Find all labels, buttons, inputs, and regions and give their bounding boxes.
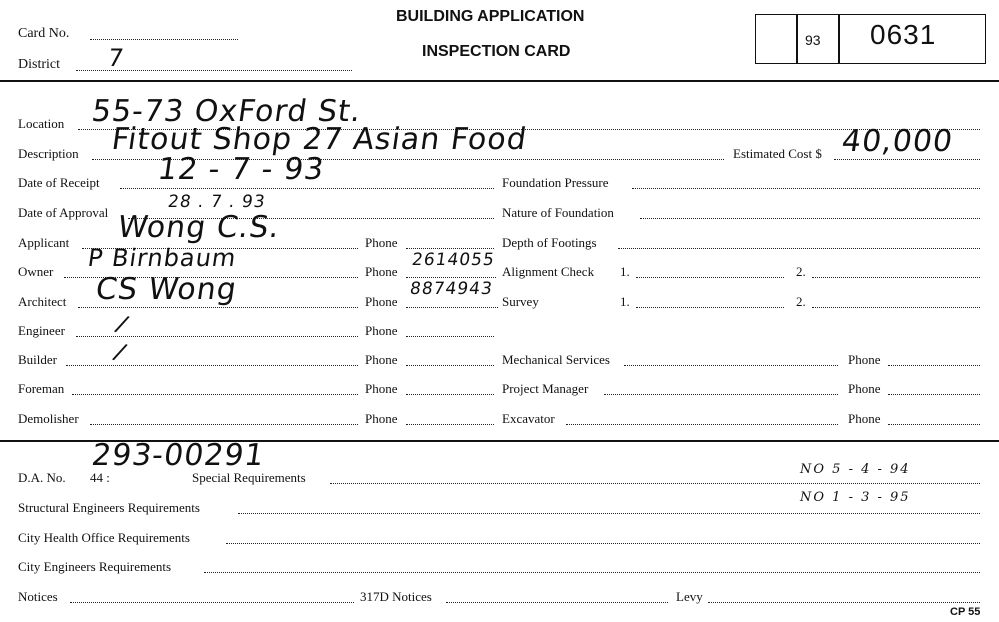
owner-phone-label: Phone: [365, 264, 398, 279]
foundation-pressure-label: Foundation Pressure: [502, 175, 609, 190]
survey-1-field[interactable]: [636, 307, 784, 308]
depth-footings-label: Depth of Footings: [502, 235, 597, 250]
notices-317d-label: 317D Notices: [360, 589, 432, 604]
levy-label: Levy: [676, 589, 703, 604]
builder-value: /: [110, 337, 131, 367]
structural-engineers-label: Structural Engineers Requirements: [18, 500, 200, 515]
demolisher-phone-field[interactable]: [406, 424, 494, 425]
excavator-phone-field[interactable]: [888, 424, 980, 425]
project-manager-label: Project Manager: [502, 381, 589, 396]
excavator-phone-label: Phone: [848, 411, 881, 426]
description-label: Description: [18, 146, 79, 161]
special-requirements-label: Special Requirements: [192, 470, 306, 485]
architect-phone-value: 8874943: [408, 279, 495, 299]
date-approval-label: Date of Approval: [18, 205, 109, 220]
builder-phone-label: Phone: [365, 352, 398, 367]
card-no-label: Card No.: [18, 26, 70, 41]
mechanical-phone-label: Phone: [848, 352, 881, 367]
architect-value: CS Wong: [93, 272, 240, 307]
applicant-label: Applicant: [18, 235, 70, 250]
estimated-cost-field[interactable]: [834, 159, 980, 160]
nature-foundation-field[interactable]: [640, 218, 980, 219]
survey-num-1: 1.: [620, 294, 630, 309]
special-requirements-field[interactable]: [330, 483, 980, 484]
mechanical-phone-field[interactable]: [888, 365, 980, 366]
architect-field[interactable]: [78, 307, 358, 308]
alignment-num-1: 1.: [620, 264, 630, 279]
city-health-field[interactable]: [226, 543, 980, 544]
form-code: CP 55: [950, 606, 981, 618]
alignment-num-2: 2.: [796, 264, 806, 279]
alignment-check-2-field[interactable]: [812, 277, 980, 278]
structural-engineers-value: NO 1 - 3 - 95: [800, 490, 911, 505]
alignment-check-1-field[interactable]: [636, 277, 784, 278]
city-engineers-field[interactable]: [204, 572, 980, 573]
card-number: 0631: [870, 19, 937, 50]
engineer-label: Engineer: [18, 323, 65, 338]
city-health-label: City Health Office Requirements: [18, 530, 190, 545]
foreman-phone-field[interactable]: [406, 394, 494, 395]
survey-num-2: 2.: [796, 294, 806, 309]
notices-field[interactable]: [70, 602, 354, 603]
date-receipt-field[interactable]: [120, 188, 494, 189]
structural-engineers-field[interactable]: [238, 513, 980, 514]
card-no-field[interactable]: [90, 39, 238, 40]
box-divider: [838, 14, 840, 64]
foreman-phone-label: Phone: [365, 381, 398, 396]
demolisher-field[interactable]: [90, 424, 358, 425]
levy-field[interactable]: [708, 602, 980, 603]
engineer-phone-field[interactable]: [406, 336, 494, 337]
architect-phone-field[interactable]: [406, 307, 498, 308]
excavator-label: Excavator: [502, 411, 555, 426]
owner-phone-field[interactable]: [406, 277, 496, 278]
alignment-check-label: Alignment Check: [502, 264, 595, 279]
description-value: Fitout Shop 27 Asian Food: [109, 122, 530, 157]
notices-label: Notices: [18, 589, 58, 604]
builder-label: Builder: [18, 352, 57, 367]
excavator-field[interactable]: [566, 424, 838, 425]
location-value: 55-73 OxFord St.: [89, 94, 364, 129]
special-requirements-value: NO 5 - 4 - 94: [800, 462, 911, 477]
mechanical-services-field[interactable]: [624, 365, 838, 366]
builder-phone-field[interactable]: [406, 365, 494, 366]
date-receipt-label: Date of Receipt: [18, 175, 100, 190]
project-manager-phone-label: Phone: [848, 381, 881, 396]
demolisher-label: Demolisher: [18, 411, 79, 426]
estimated-cost-label: Estimated Cost $: [733, 146, 822, 161]
applicant-phone-field[interactable]: [406, 248, 494, 249]
owner-value: P Birnbaum: [86, 244, 239, 272]
project-manager-field[interactable]: [604, 394, 838, 395]
foundation-pressure-field[interactable]: [632, 188, 980, 189]
date-receipt-value: 12 - 7 - 93: [155, 152, 327, 187]
da-number-prefix: 44 :: [90, 470, 110, 485]
city-engineers-label: City Engineers Requirements: [18, 559, 172, 574]
owner-phone-value: 2614055: [410, 250, 497, 270]
nature-foundation-label: Nature of Foundation: [502, 205, 614, 220]
header-rule: [0, 80, 999, 82]
applicant-value: Wong C.S.: [115, 210, 283, 245]
da-number-value: 293-00291: [89, 438, 267, 473]
foreman-field[interactable]: [72, 394, 358, 395]
estimated-cost-value: 40,000: [839, 124, 956, 159]
builder-field[interactable]: [66, 365, 358, 366]
architect-label: Architect: [18, 294, 67, 309]
owner-label: Owner: [18, 264, 54, 279]
card-year: 93: [805, 32, 821, 48]
foreman-label: Foreman: [18, 381, 65, 396]
location-label: Location: [18, 116, 65, 131]
survey-label: Survey: [502, 294, 539, 309]
survey-2-field[interactable]: [812, 307, 980, 308]
form-subtitle: INSPECTION CARD: [422, 43, 571, 60]
notices-317d-field[interactable]: [446, 602, 668, 603]
engineer-phone-label: Phone: [365, 323, 398, 338]
district-value: 7: [106, 44, 127, 72]
depth-footings-field[interactable]: [618, 248, 980, 249]
applicant-phone-label: Phone: [365, 235, 398, 250]
engineer-value: /: [112, 309, 133, 339]
demolisher-phone-label: Phone: [365, 411, 398, 426]
mechanical-services-label: Mechanical Services: [502, 352, 610, 367]
da-number-label: D.A. No.: [18, 470, 66, 485]
architect-phone-label: Phone: [365, 294, 398, 309]
box-divider: [796, 14, 798, 64]
date-approval-value: 28 . 7 . 93: [166, 192, 267, 212]
district-label: District: [18, 57, 60, 72]
project-manager-phone-field[interactable]: [888, 394, 980, 395]
form-title: BUILDING APPLICATION: [396, 8, 585, 25]
